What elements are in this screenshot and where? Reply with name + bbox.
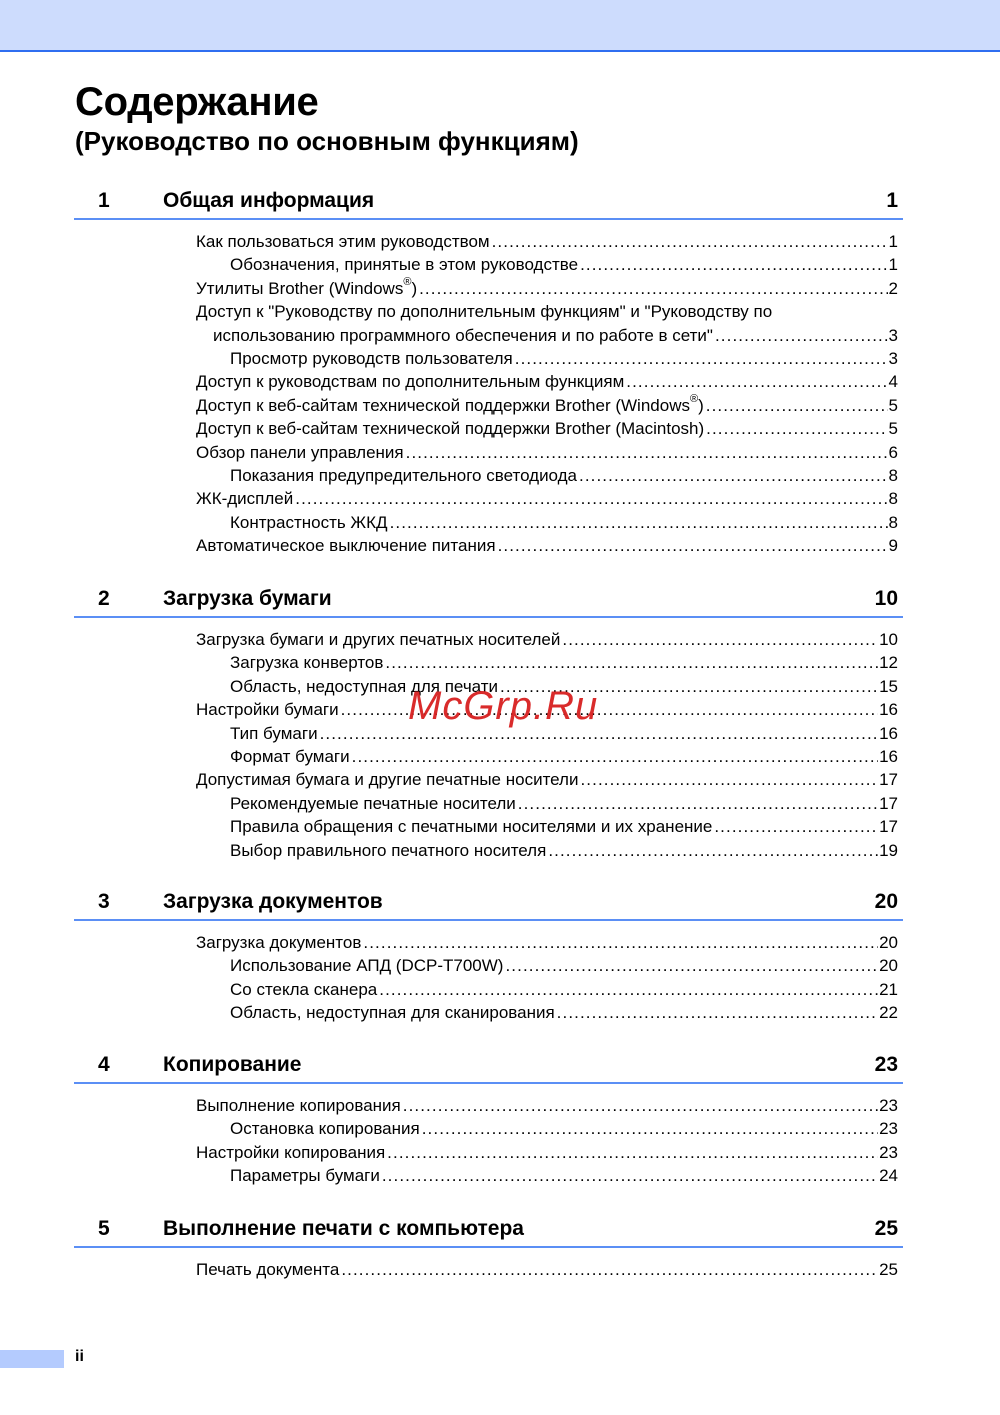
chapter-heading[interactable] [74,1211,903,1248]
entry-title [230,722,320,745]
toc-entry[interactable] [196,230,903,253]
entry-title-text: Остановка копирования [230,1119,420,1139]
entry-title [230,1164,382,1187]
entry-title [230,511,390,534]
dot-leader [505,954,878,977]
entry-title-text: Настройки бумаги [196,700,339,720]
chapter-number: 3 [98,890,110,913]
dot-leader [492,230,888,253]
entry-title-text: Загрузка конвертов [230,653,384,673]
entry-title-text: Печать документа [196,1260,340,1279]
entry-list [74,1094,903,1188]
entry-title [196,1258,341,1281]
chapter-page-number: 20 [874,890,898,913]
toc-entry[interactable] [230,1117,903,1140]
entry-page-number: 5 [888,395,898,415]
toc-entry[interactable] [196,768,903,791]
entry-title-text: Область, недоступная для сканирования [230,1003,555,1023]
dot-leader [580,253,887,276]
toc-entry[interactable] [230,954,903,977]
chapter-heading[interactable] [74,183,903,220]
entry-page-number: 10 [879,630,898,649]
entry-list [74,628,903,862]
toc-entry[interactable] [230,347,903,370]
chapter-heading[interactable] [74,581,903,618]
entry-title [230,954,505,977]
registered-mark: ® [403,276,412,289]
entry-title-text: Доступ к веб-сайтам технической поддержки Brother (Windows [196,395,690,415]
toc-entry[interactable] [230,1164,903,1187]
entry-page-number: 3 [888,325,898,345]
entry-page-number: 24 [879,1166,898,1186]
entry-page-number: 19 [879,840,898,860]
page-tab-marker [0,1350,64,1368]
entry-title [196,417,706,440]
chapter-title: Общая информация [163,189,375,212]
toc-entry[interactable] [196,1141,903,1164]
dot-leader [295,487,887,510]
entry-page-number: 8 [888,512,898,532]
dot-leader [320,722,879,745]
entry-title [196,230,492,253]
entry-title-text: Доступ к руководствам по дополнительным функциям [196,372,625,392]
toc-entry[interactable] [196,417,903,440]
toc-entry[interactable] [196,1094,903,1117]
chapter-section [74,884,903,1025]
toc-entry[interactable] [196,931,903,954]
dot-leader [387,1141,878,1164]
entry-title-text: Использование АПД (DCP-T700W) [230,956,504,976]
entry-title [196,931,363,954]
dot-leader [385,651,878,674]
entry-title-text: использованию программного обеспечения и по работе в сети" [213,325,713,345]
entry-page-number: 23 [879,1142,898,1162]
dot-leader [580,768,878,791]
dot-leader [706,417,887,440]
entry-title [196,768,580,791]
chapter-page-number: 23 [874,1053,898,1076]
entry-title-text: Доступ к веб-сайтам технической поддержки Brother (Macintosh) [196,419,705,439]
entry-title [230,1117,422,1140]
entry-page-number: 9 [888,536,898,556]
toc-entry[interactable] [230,253,903,276]
toc-entry[interactable] [230,464,903,487]
toc-entry[interactable] [230,978,903,1001]
entry-list [74,931,903,1025]
chapter-heading[interactable] [74,1047,903,1084]
toc-entry[interactable] [230,1001,903,1024]
dot-leader [515,347,888,370]
entry-title-suffix: ) [698,395,704,415]
entry-title [196,300,774,323]
entry-title [230,347,515,370]
toc-entry[interactable] [196,628,903,651]
entry-title-text: Обозначения, принятые в этом руководстве [230,255,579,275]
dot-leader [382,1164,878,1187]
entry-title-text: Обзор панели управления [196,442,404,462]
dot-leader [626,370,887,393]
toc-entry[interactable] [196,370,903,393]
entry-page-number: 17 [879,793,898,813]
toc-entry[interactable] [230,651,903,674]
entry-title-text: Выбор правильного печатного носителя [230,840,547,860]
toc-entry[interactable] [196,394,903,417]
entry-title-text: Загрузка документов [196,933,362,952]
chapter-number: 1 [98,189,110,212]
dot-leader [548,839,878,862]
chapter-section [74,183,903,557]
page-number: ii [75,1348,84,1365]
entry-title-text: Показания предупредительного светодиода [230,465,578,485]
toc-entry[interactable] [196,441,903,464]
dot-leader [419,277,887,300]
entry-title [196,487,295,510]
dot-leader [352,745,878,768]
dot-leader [579,464,888,487]
entry-title-text: Параметры бумаги [230,1166,380,1186]
entry-title-text: Загрузка бумаги и других печатных носителей [196,630,561,649]
entry-title [196,698,341,721]
entry-title-text: Правила обращения с печатными носителями и их хранение [230,817,713,837]
dot-leader [498,534,888,557]
entry-title [230,745,352,768]
chapter-number: 2 [98,587,110,610]
entry-page-number: 3 [888,348,898,368]
entry-page-number: 2 [888,278,898,298]
entry-title-text: Утилиты Brother (Windows [196,278,404,298]
entry-page-number: 20 [879,956,898,976]
toc-entry[interactable] [230,839,903,862]
watermark: McGrp.Ru [408,684,599,728]
dot-leader [557,1001,878,1024]
entry-title [230,792,518,815]
entry-page-number: 8 [888,489,898,509]
chapter-heading[interactable] [74,884,903,921]
entry-page-number: 5 [888,419,898,439]
dot-leader [390,511,888,534]
chapter-page-number: 1 [886,189,898,212]
entry-page-number: 23 [879,1096,898,1115]
entry-page-number: 4 [888,372,898,392]
entry-page-number: 6 [888,442,898,462]
entry-title-text: Настройки копирования [196,1142,386,1162]
entry-title-text: ЖК-дисплей [196,489,294,509]
entry-title-text: Формат бумаги [230,746,350,766]
chapter-number: 5 [98,1217,110,1240]
entry-page-number: 16 [879,700,898,720]
entry-title-text: Просмотр руководств пользователя [230,348,513,368]
toc-entry[interactable] [230,511,903,534]
entry-title-text: Рекомендуемые печатные носители [230,793,516,813]
dot-leader [715,324,888,347]
page-subtitle: (Руководство по основным функциям) [75,126,579,156]
entry-page-number: 1 [888,232,898,251]
dot-leader [403,1094,878,1117]
entry-title [196,394,706,417]
chapter-title: Загрузка бумаги [163,587,332,610]
entry-page-number: 20 [879,933,898,952]
entry-title [230,815,714,838]
entry-list [74,230,903,557]
toc-entry[interactable] [196,277,903,300]
entry-title [230,839,548,862]
dot-leader [406,441,888,464]
entry-page-number: 16 [879,746,898,766]
entry-title [230,253,580,276]
entry-title [196,370,626,393]
toc-entry[interactable] [230,792,903,815]
toc-entry[interactable] [230,745,903,768]
entry-page-number: 23 [879,1119,898,1139]
toc-entry[interactable] [196,1258,903,1281]
entry-title [230,978,379,1001]
dot-leader [518,792,878,815]
header-band [0,0,1000,52]
entry-title [230,651,385,674]
entry-title-suffix: ) [411,278,418,298]
entry-page-number: 16 [879,723,898,743]
chapter-section [74,1211,903,1281]
entry-page-number: 8 [888,465,898,485]
entry-title-text: Со стекла сканера [230,979,378,999]
entry-title-text: Контрастность ЖКД [230,512,388,532]
entry-title-text: Автоматическое выключение питания [196,536,496,556]
dot-leader [714,815,878,838]
chapter-title: Загрузка документов [163,890,383,913]
entry-title [196,441,406,464]
entry-title-text: Выполнение копирования [196,1096,401,1115]
entry-page-number: 1 [888,255,898,275]
dot-leader [363,931,878,954]
entry-page-number: 21 [879,979,898,999]
chapter-title: Копирование [163,1053,302,1076]
entry-title-text: Область, недоступная для печати [230,676,499,696]
entry-title [196,1094,403,1117]
entry-title-text: Тип бумаги [230,723,318,743]
entry-page-number: 12 [879,653,898,673]
entry-title [196,277,419,300]
entry-title [196,1141,387,1164]
dot-leader [341,1258,878,1281]
dot-leader [562,628,878,651]
entry-page-number: 15 [879,676,898,696]
entry-title [196,628,562,651]
entry-page-number: 22 [879,1003,898,1023]
toc-entry[interactable] [230,815,903,838]
toc-entry[interactable] [196,534,903,557]
registered-mark: ® [689,393,699,406]
toc-entry[interactable] [196,487,903,510]
dot-leader [706,394,888,417]
entry-title [230,464,579,487]
toc-entry[interactable] [213,324,903,347]
entry-page-number: 25 [879,1260,898,1279]
dot-leader [422,1117,878,1140]
toc-entry[interactable] [196,300,903,323]
chapter-page-number: 10 [874,587,898,610]
chapter-section [74,1047,903,1188]
entry-title [213,324,715,347]
entry-title-text: Доступ к "Руководству по дополнительным функциям" и "Руководству по [196,302,773,322]
chapter-number: 4 [98,1053,110,1076]
page-title: Содержание [75,80,319,124]
entry-title-text: Как пользоваться этим руководством [196,232,490,251]
entry-title [230,1001,557,1024]
entry-title [196,534,498,557]
entry-page-number: 17 [879,770,898,790]
entry-page-number: 17 [879,817,898,837]
entry-title-text: Допустимая бумага и другие печатные носители [196,770,579,790]
chapter-page-number: 25 [874,1217,898,1240]
entry-list [74,1258,903,1281]
chapter-title: Выполнение печати с компьютера [163,1217,524,1240]
dot-leader [379,978,878,1001]
